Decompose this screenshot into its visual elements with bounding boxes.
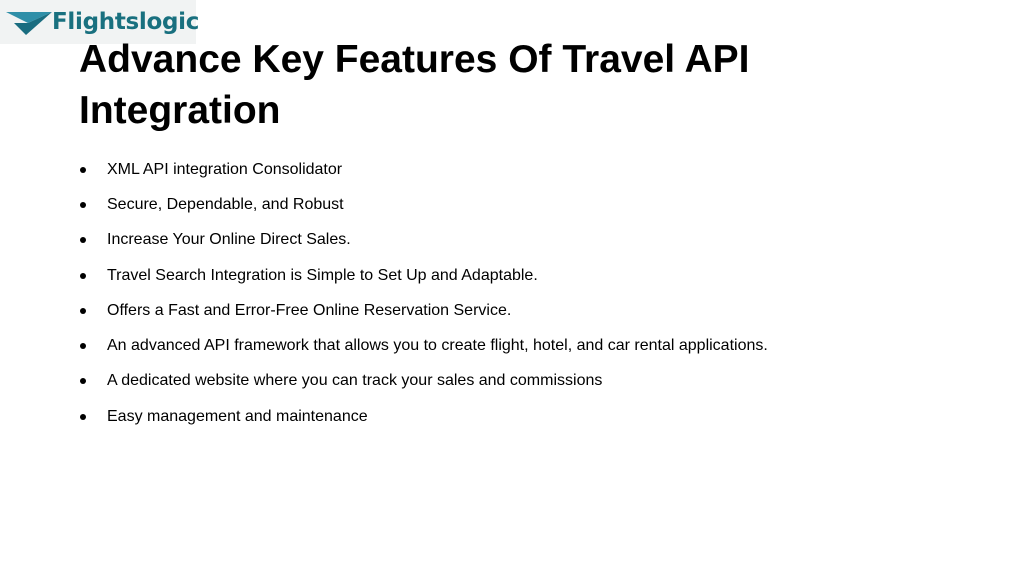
list-item-text: Secure, Dependable, and Robust: [107, 195, 344, 213]
list-item: [79, 258, 979, 293]
list-item-text: XML API integration Consolidator: [107, 160, 343, 178]
bullet-icon: [80, 167, 86, 173]
list-item: [79, 187, 979, 222]
bullet-icon: [80, 308, 86, 314]
list-item: [79, 328, 979, 363]
bullet-icon: [80, 273, 86, 279]
feature-list: [79, 152, 979, 434]
list-item: [79, 364, 979, 399]
list-item-text: Increase Your Online Direct Sales.: [107, 231, 351, 249]
bullet-icon: [80, 343, 86, 349]
bullet-icon: [80, 378, 86, 384]
bullet-icon: [80, 414, 86, 420]
bullet-icon: [80, 237, 86, 243]
logo-text: Flightslogic: [52, 9, 200, 35]
bullet-icon: [80, 202, 86, 208]
list-item: [79, 152, 979, 187]
list-item: [79, 293, 979, 328]
list-item-text: Easy management and maintenance: [107, 407, 368, 425]
list-item-text: Travel Search Integration is Simple to Set Up and Adaptable.: [107, 266, 538, 284]
list-item-text: Offers a Fast and Error-Free Online Reservation Service.: [107, 301, 512, 319]
list-item: [79, 223, 979, 258]
list-item-text: A dedicated website where you can track your sales and commissions: [107, 372, 603, 390]
page-title: Advance Key Features Of Travel API Integration: [79, 38, 750, 132]
list-item-text: An advanced API framework that allows you to create flight, hotel, and car rental applications.: [107, 337, 768, 355]
list-item: [79, 399, 979, 434]
paper-plane-icon: [6, 10, 54, 36]
